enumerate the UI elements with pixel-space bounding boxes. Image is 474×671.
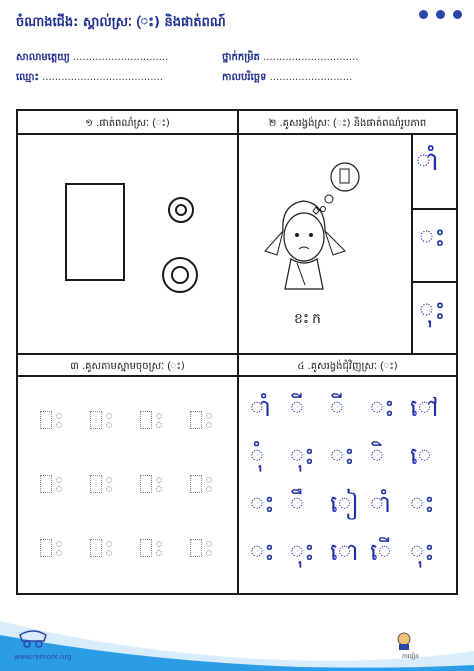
decorative-dots: [419, 10, 462, 19]
grade-label: ថ្នាក់កម្រិត: [222, 52, 260, 63]
trace-box[interactable]: [40, 539, 52, 557]
trace-dot: [56, 550, 62, 556]
trace-dot: [156, 486, 162, 492]
grade-dots: ..............................: [263, 52, 359, 63]
school-field: [16, 50, 168, 65]
glyph-row-divider: [411, 208, 456, 210]
trace-dot: [156, 550, 162, 556]
find-glyph[interactable]: ះ: [250, 538, 275, 566]
trace-dot: [56, 486, 62, 492]
dot: [453, 10, 462, 19]
dot: [419, 10, 428, 19]
trace-box[interactable]: [190, 539, 202, 557]
footer-right-label: ការរៀន: [401, 653, 419, 660]
trace-dot: [106, 486, 112, 492]
section-4-header: ៤ .គូសរង្វង់ជុំវិញស្រៈ (ះ): [297, 361, 398, 372]
trace-dot: [156, 422, 162, 428]
coloring-ring-inner: [175, 204, 187, 216]
find-glyph[interactable]: ី: [330, 394, 345, 422]
trace-dot: [206, 541, 212, 547]
trace-box[interactable]: [90, 475, 102, 493]
find-glyph[interactable]: ៅ: [410, 394, 439, 422]
lower-header-divider: [18, 375, 456, 377]
worksheet: [16, 109, 458, 595]
option-glyph[interactable]: ាំ: [416, 147, 439, 177]
trace-box[interactable]: [140, 475, 152, 493]
dot: [436, 10, 445, 19]
page-title: ចំណាងជើង: ស្គាល់ស្រៈ (ះ) និងផាត់ពណ៍: [16, 15, 226, 30]
middle-divider: [18, 353, 456, 355]
trace-dot: [56, 413, 62, 419]
trace-dot: [106, 550, 112, 556]
footer-url[interactable]: www.remork.org: [14, 653, 72, 661]
trace-dot: [206, 477, 212, 483]
trace-box[interactable]: [190, 475, 202, 493]
trace-dot: [206, 486, 212, 492]
section-2-header: ២ .គូសរង្វង់ស្រៈ (ះ) និងផាត់ពណ៌រូបភាព: [268, 118, 427, 129]
name-label: ឈ្មោះ: [16, 72, 39, 83]
remork-logo-icon: [18, 629, 48, 649]
school-dots: ..............................: [72, 52, 169, 63]
picture-word: ខះក: [294, 311, 324, 327]
trace-box[interactable]: [140, 411, 152, 429]
trace-dot: [156, 541, 162, 547]
trace-box[interactable]: [90, 411, 102, 429]
find-glyph[interactable]: ះ: [410, 490, 435, 518]
find-glyph[interactable]: េ: [410, 442, 432, 470]
coloring-rectangle[interactable]: [65, 183, 125, 281]
find-glyph[interactable]: ើ: [370, 538, 392, 566]
trace-box[interactable]: [90, 539, 102, 557]
find-glyph[interactable]: ាំ: [370, 490, 392, 518]
option-glyph[interactable]: ះ: [419, 223, 446, 253]
school-label: សាលាមត្តេយ្យ: [16, 52, 70, 63]
trace-dot: [206, 413, 212, 419]
find-glyph[interactable]: ុះ: [290, 538, 315, 566]
date-dots: ..........................: [269, 72, 353, 83]
find-glyph[interactable]: ះ: [330, 442, 355, 470]
center-divider: [237, 111, 239, 593]
name-field: [16, 70, 163, 85]
trace-dot: [156, 477, 162, 483]
trace-dot: [106, 477, 112, 483]
find-glyph[interactable]: ុំ: [250, 442, 265, 470]
mascot-icon: [394, 631, 414, 651]
find-glyph[interactable]: ុះ: [290, 442, 315, 470]
option-glyph[interactable]: ុះ: [419, 296, 446, 326]
section-1-header: ១ .ផាត់ពណ៌ស្រៈ (ះ): [85, 118, 170, 129]
glyph-column-divider: [411, 133, 413, 353]
find-glyph[interactable]: ី: [290, 394, 305, 422]
coloring-ring-inner: [171, 266, 189, 284]
trace-box[interactable]: [140, 539, 152, 557]
trace-dot: [206, 422, 212, 428]
trace-dot: [106, 422, 112, 428]
trace-box[interactable]: [40, 411, 52, 429]
grade-field: [222, 50, 358, 65]
trace-dot: [156, 413, 162, 419]
find-glyph[interactable]: ាំ: [250, 394, 272, 422]
date-label: កាលបរិច្ឆេទ: [222, 72, 267, 83]
section-3-header: ៣ .គូសតាមស្នាមចុចស្រៈ (ះ): [70, 361, 185, 372]
trace-box[interactable]: [190, 411, 202, 429]
trace-dot: [106, 541, 112, 547]
trace-box[interactable]: [40, 475, 52, 493]
find-glyph[interactable]: ៀ: [330, 490, 359, 518]
name-dots: ......................................: [42, 72, 163, 83]
glyph-row-divider: [411, 281, 456, 283]
trace-dot: [56, 422, 62, 428]
trace-dot: [206, 550, 212, 556]
find-glyph[interactable]: ុះ: [410, 538, 435, 566]
date-field: [222, 70, 352, 85]
find-glyph[interactable]: ះ: [250, 490, 275, 518]
trace-dot: [106, 413, 112, 419]
find-glyph[interactable]: ិ: [370, 442, 385, 470]
find-glyph[interactable]: ឹ: [290, 490, 305, 518]
find-glyph[interactable]: ះ: [370, 394, 395, 422]
trace-dot: [56, 541, 62, 547]
find-glyph[interactable]: ោ: [330, 538, 359, 566]
trace-dot: [56, 477, 62, 483]
girl-illustration[interactable]: [253, 159, 373, 299]
